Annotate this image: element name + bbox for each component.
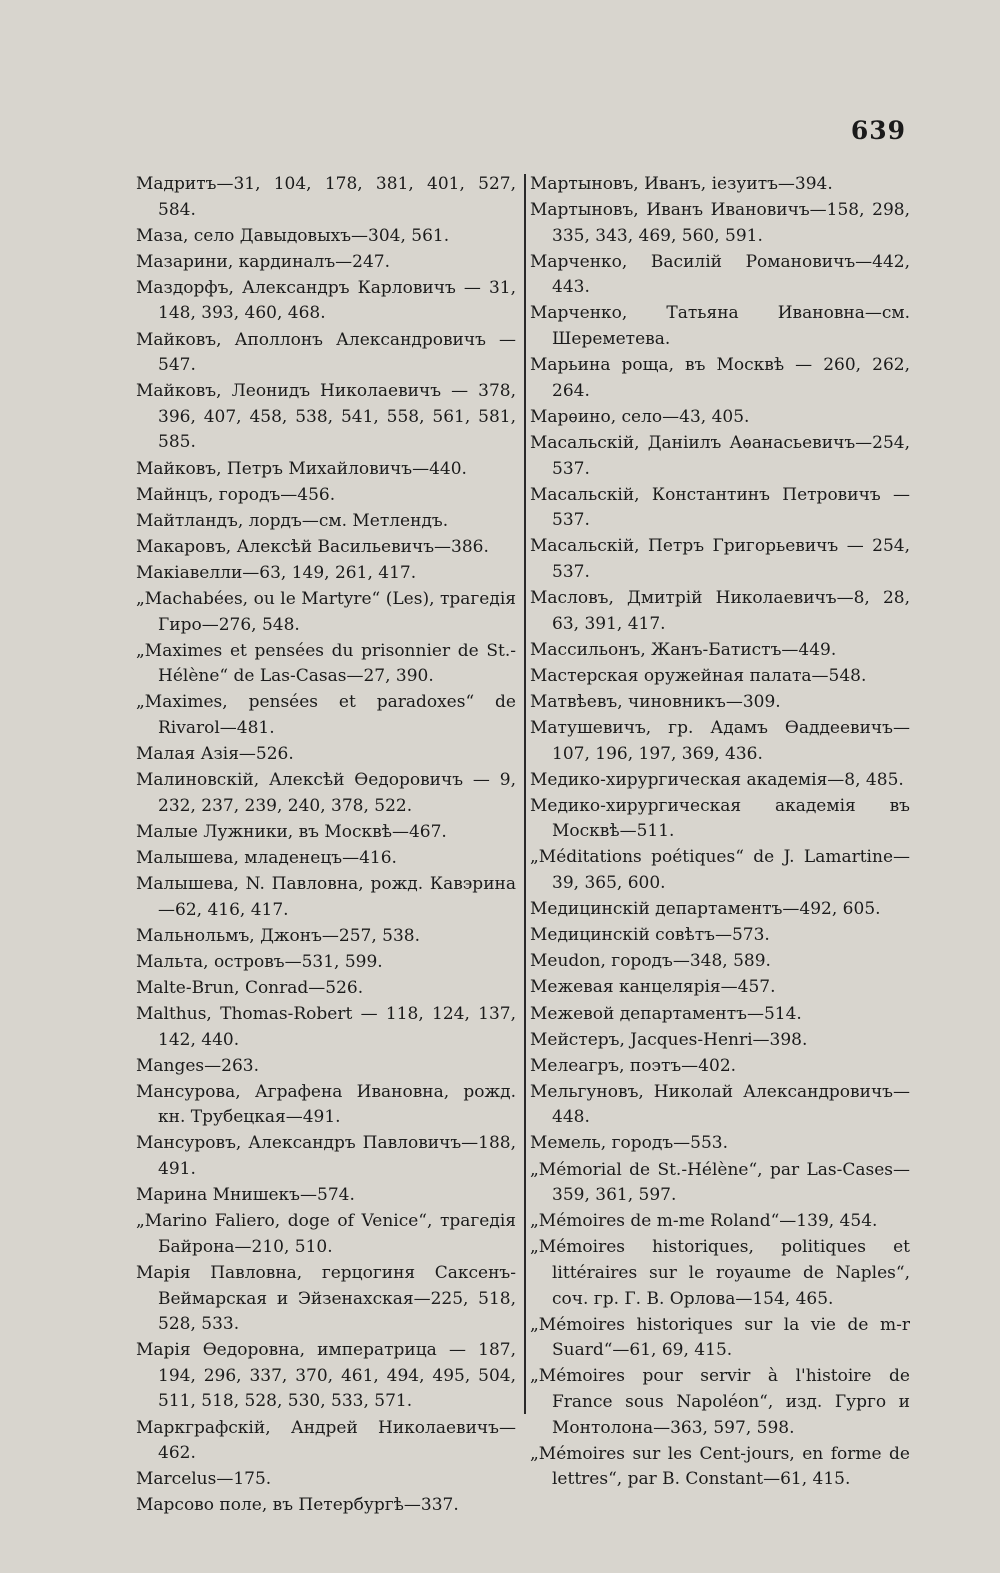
index-entry: Малиновскій, Алексѣй Ѳедоровичъ — 9, 232, 237, 239, 240, 378, 522. [136,770,516,816]
index-entry: Медицинскій департаментъ—492, 605. [530,899,881,920]
index-entry: Марія Ѳедоровна, императрица — 187, 194, 296, 337, 370, 461, 494, 495, 504, 511, 518, 528, 530, 533, 571. [136,1340,516,1412]
index-entry: Мелеагръ, поэтъ—402. [530,1055,737,1076]
index-entry: Мансуровъ, Александръ Павловичъ—188, 491. [136,1133,516,1180]
index-entry: Мемель, городъ—553. [530,1133,729,1154]
index-column-left [136,172,516,1519]
index-entry: Мальта, островъ—531, 599. [136,951,383,972]
index-entry: Мейстеръ, Jacques-Henri—398. [530,1029,808,1050]
index-entry: Майковъ, Петръ Михайловичъ—440. [136,458,467,479]
index-entry: Malthus, Thomas-Robert — 118, 124, 137, 142, 440. [136,1004,516,1050]
index-entry: Медицинскій совѣтъ—573. [530,925,770,946]
index-entry: „Mémorial de St.-Hélène“, par Las-Cases—359, 361, 597. [530,1159,910,1206]
page-number: 639 [850,116,906,145]
index-entry: Мартыновъ, Иванъ, іезуитъ—394. [530,174,833,194]
index-entry: „Mémoires pour servir à l'histoire de France sous Napoléon“, изд. Гурго и Монтолона—363, 597, 598. [530,1366,910,1438]
index-entry: Матвѣевъ, чиновникъ—309. [530,691,781,712]
index-entry: Марьина роща, въ Москвѣ — 260, 262, 264. [530,355,910,401]
index-entry: Malte-Brun, Conrad—526. [136,977,364,998]
index-entry: Межевой департаментъ—514. [530,1003,802,1024]
index-entry: Майковъ, Аполлонъ Александровичъ — 547. [136,329,516,376]
index-entry: „Marino Faliero, doge of Venice“, трагедія Байрона—210, 510. [136,1211,516,1257]
index-entry: „Méditations poétiques“ de J. Lamartine—39, 365, 600. [530,847,910,894]
index-entry: Марсово поле, въ Петербургѣ—337. [136,1495,459,1516]
index-entry: Массильонъ, Жанъ-Батистъ—449. [530,639,837,660]
index-entry: Медико-хирургическая академія въ Москвѣ—511. [530,795,910,842]
index-entry: Масальскій, Константинъ Петровичъ — 537. [530,484,910,531]
index-entry: „Maximes et pensées du prisonnier de St.-Hélène“ de Las-Casas—27, 390. [136,640,516,687]
index-entry: Малая Азія—526. [136,744,294,765]
index-entry: Мазарини, кардиналъ—247. [136,251,391,272]
column-divider [524,174,526,1414]
index-entry: Мальнольмъ, Джонъ—257, 538. [136,925,421,946]
index-entry: Масальскій, Петръ Григорьевичъ — 254, 537. [530,536,910,582]
index-entry: Meudon, городъ—348, 589. [530,951,771,972]
index-entry: Марина Мнишекъ—574. [136,1185,355,1206]
index-entry: Майковъ, Леонидъ Николаевичъ — 378, 396, 407, 458, 538, 541, 558, 561, 581, 585. [136,381,516,453]
index-entry: Марія Павловна, герцогиня Саксенъ-Веймарская и Эйзенахская—225, 518, 528, 533. [136,1262,516,1335]
index-entry: Маркграфскій, Андрей Николаевичъ—462. [136,1417,516,1464]
index-entry: Макаровъ, Алексѣй Васильевичъ—386. [136,536,489,557]
index-entry: „Mémoires sur les Cent-jours, en forme de lettres“, par B. Constant—61, 415. [530,1443,910,1490]
index-entry: Малышева, младенецъ—416. [136,847,397,868]
index-column-right [530,172,910,1493]
index-entry: Марченко, Василій Романовичъ—442, 443. [530,251,910,298]
index-entry: Marcelus—175. [136,1469,272,1490]
index-entry: Маздорфъ, Александръ Карловичъ — 31, 148, 393, 460, 468. [136,277,516,324]
index-entry: Майтландъ, лордъ—см. Метлендъ. [136,510,449,531]
index-entry: Марченко, Татьяна Ивановна—см. Шереметева. [530,303,910,350]
index-entry: „Mémoires historiques, politiques et littéraires sur le royaume de Naples“, соч. гр. Г. В. Орлова—154, 465. [530,1237,910,1309]
index-entry: Масальскій, Даніилъ Аѳанасьевичъ—254, 537. [530,432,910,479]
index-entry: Manges—263. [136,1055,260,1076]
index-entry: Межевая канцелярія—457. [530,977,776,998]
index-entry: Макіавелли—63, 149, 261, 417. [136,562,417,583]
index-entry: „Mémoires historiques sur la vie de m-r Suard“—61, 69, 415. [530,1314,910,1361]
index-entry: „Mémoires de m-me Roland“—139, 454. [530,1211,878,1232]
index-entry: Масловъ, Дмитрій Николаевичъ—8, 28, 63, 391, 417. [530,588,910,634]
index-entry: „Maximes, pensées et paradoxes“ de Rivarol—481. [136,692,516,738]
index-entry: Медико-хирургическая академія—8, 485. [530,769,904,790]
index-entry: Мансурова, Аграфена Ивановна, рожд. кн. Трубецкая—491. [136,1081,516,1128]
index-entry: Матушевичъ, гр. Адамъ Ѳаддеевичъ—107, 196, 197, 369, 436. [530,717,910,764]
index-entry: Мельгуновъ, Николай Александровичъ—448. [530,1081,910,1128]
index-entry: Мастерская оружейная палата—548. [530,665,867,686]
index-entry: Мартыновъ, Иванъ Ивановичъ—158, 298, 335, 343, 469, 560, 591. [530,200,910,246]
index-entry: Малышева, N. Павловна, рожд. Кавэрина—62, 416, 417. [136,874,516,920]
index-entry: Малые Лужники, въ Москвѣ—467. [136,821,447,842]
index-entry: Майнцъ, городъ—456. [136,484,336,505]
index-entry: Маза, село Давыдовыхъ—304, 561. [136,225,450,246]
index-entry: „Machabées, ou le Martyre“ (Les), трагедія Гиро—276, 548. [136,589,516,635]
index-entry: Мадритъ—31, 104, 178, 381, 401, 527, 584. [136,174,516,220]
index-entry: Марѳино, село—43, 405. [530,406,750,427]
